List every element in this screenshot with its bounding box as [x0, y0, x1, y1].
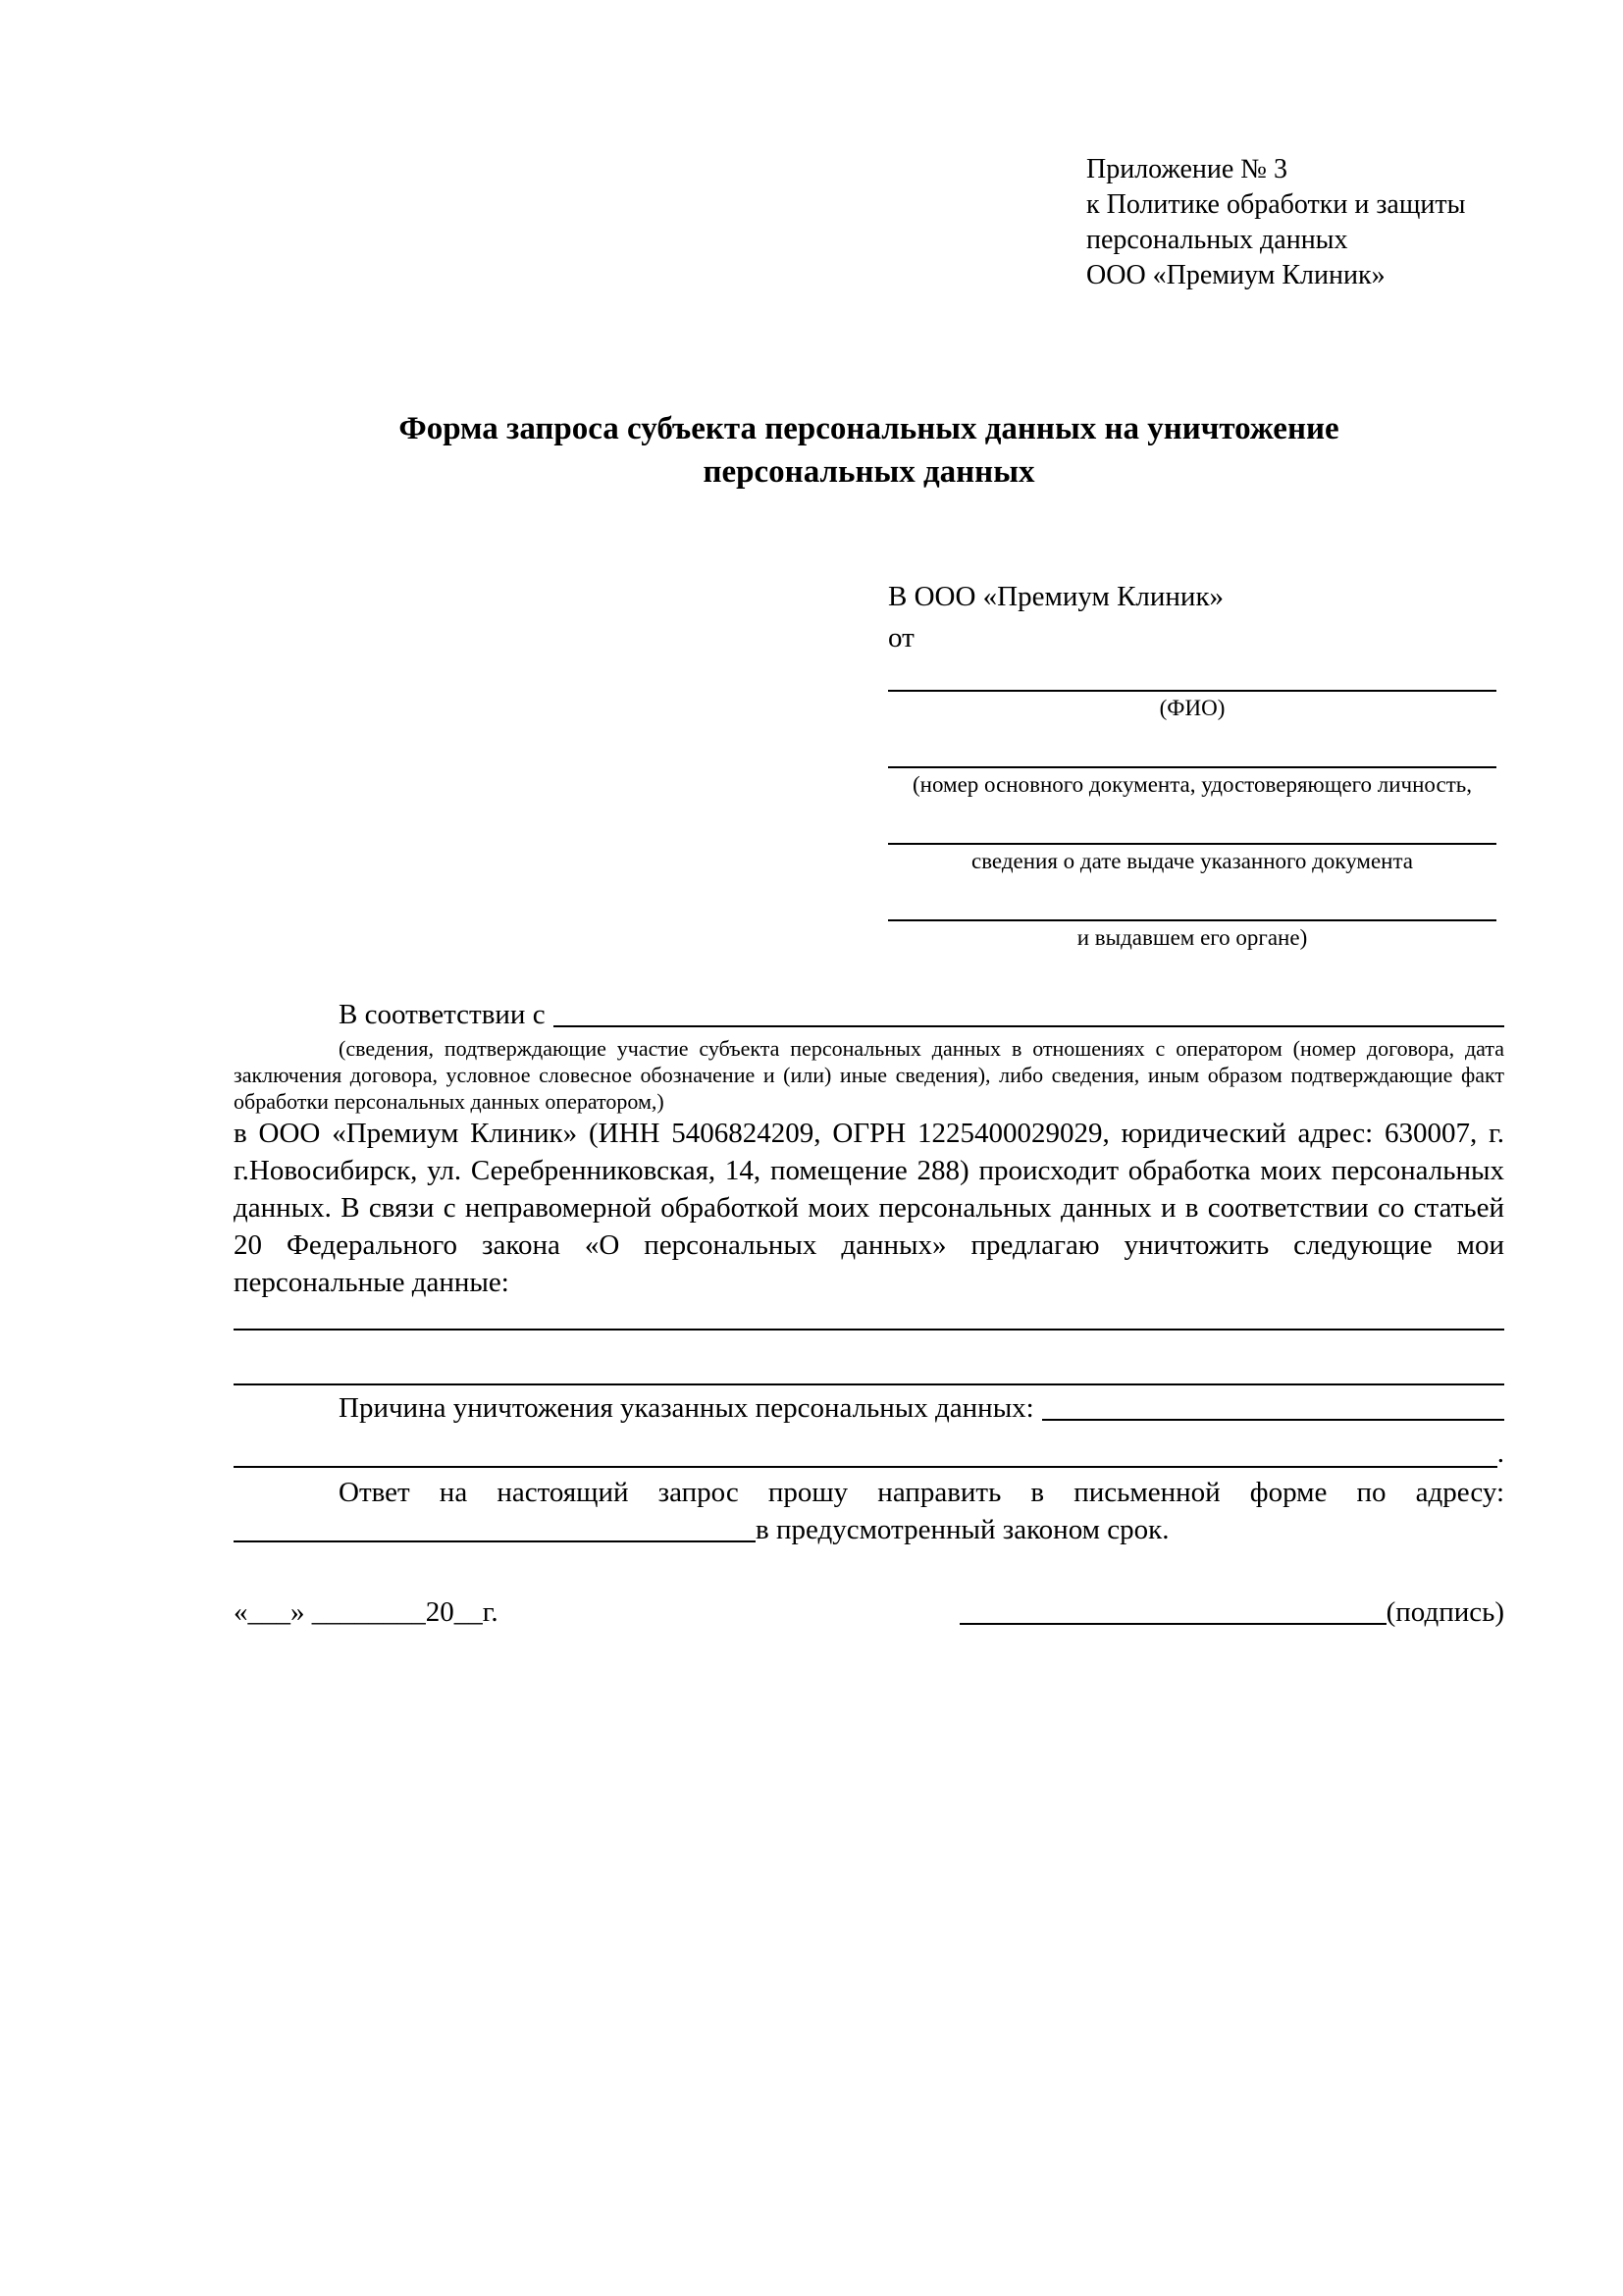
appendix-note-line: персональных данных: [1086, 225, 1348, 255]
main-paragraph: в ООО «Премиум Клиник» (ИНН 5406824209, ОГРН 1225400029029, юридический адрес: 630007, г. г.Новосибирск, ул. Серебренниковская, 14, помещение 288) происходит обработка моих персональных данных. В связи с неправомерной обработкой моих персональных данных и в соответствии со статьей 20 Федерального закона «О персональных данных» предлагаю уничтожить следующие мои персональные данные:: [234, 1118, 1504, 1298]
accordance-row: [234, 996, 1504, 1033]
fill-line-issuing-authority: [888, 919, 1496, 921]
fill-caption-fio: (ФИО): [1159, 696, 1226, 720]
fill-line-personal-data-1: [234, 1329, 1504, 1331]
document-title-line: персональных данных: [703, 454, 1035, 490]
fill-line-signature: [960, 1623, 1387, 1625]
fill-caption-issue-date: сведения о дате выдаче указанного документа: [970, 849, 1414, 873]
reason-row: [234, 1389, 1504, 1427]
fill-line-issue-date: [888, 843, 1496, 845]
fill-line-fio: [888, 690, 1496, 692]
fill-line-reason: [1042, 1419, 1504, 1421]
addressee-to: В ООО «Премиум Клиник»: [888, 581, 1225, 612]
fill-line-document-number: [888, 766, 1496, 768]
addressee-block: [888, 578, 1496, 953]
addressee-from-label: от: [888, 622, 915, 653]
fill-line-personal-data-2: [234, 1383, 1504, 1385]
accordance-lead: В соответствии с: [339, 999, 546, 1030]
reply-address-row: [234, 1511, 1504, 1548]
fill-line-reason-continuation: [234, 1442, 1497, 1468]
fill-caption-issuing-authority: и выдавшем его органе): [1076, 925, 1308, 950]
fill-caption-document-number: (номер основного документа, удостоверяющего личность,: [912, 772, 1472, 797]
signature-caption: (подпись): [1386, 1596, 1504, 1628]
appendix-note-line: ООО «Премиум Клиник»: [1086, 260, 1386, 290]
fill-line-reply-address: [234, 1540, 756, 1542]
reply-tail: в предусмотренный законом срок.: [756, 1514, 1170, 1545]
document-title: [234, 407, 1504, 494]
appendix-note: [1086, 152, 1504, 293]
reply-sentence: Ответ на настоящий запрос прошу направить в письменной форме по адресу:: [339, 1477, 1504, 1508]
reason-continuation-row: [234, 1438, 1504, 1468]
signature-group: [960, 1593, 1504, 1631]
appendix-note-line: Приложение № 3: [1086, 154, 1287, 184]
accordance-note: (сведения, подтверждающие участие субъекта персональных данных в отношениях с оператором (номер договора, дата заключения договора, условное словесное обозначение и (или) иные сведения), либо сведения, иным образом подтверждающие факт обработки персональных данных оператором,): [234, 1036, 1504, 1114]
date-signature-row: [234, 1593, 1504, 1631]
document-title-line: Форма запроса субъекта персональных данных на уничтожение: [398, 411, 1339, 446]
appendix-note-line: к Политике обработки и защиты: [1086, 189, 1466, 220]
reason-label: Причина уничтожения указанных персональных данных:: [339, 1392, 1034, 1424]
reason-line-terminator: .: [1496, 1437, 1504, 1469]
fill-line-accordance: [553, 1025, 1504, 1027]
date-blank: «___» ________20__г.: [234, 1596, 498, 1628]
